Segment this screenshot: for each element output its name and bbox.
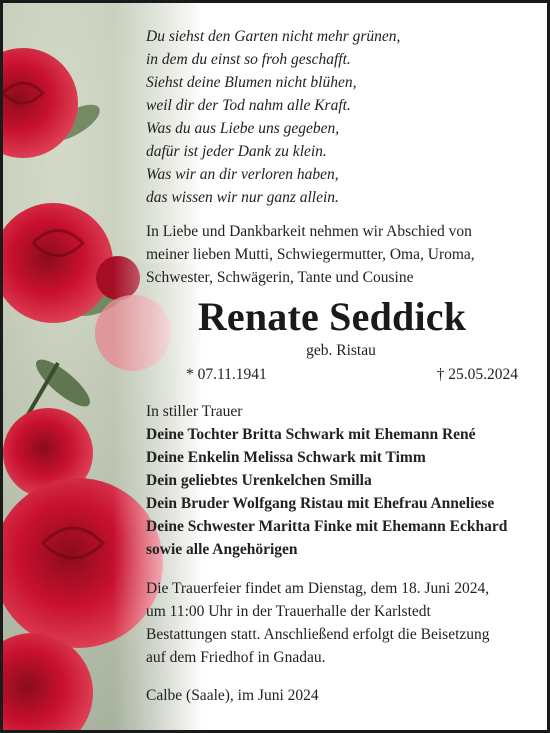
mourners-heading: In stiller Trauer xyxy=(146,403,243,420)
mourner-line: Deine Schwester Maritta Finke mit Ehemann Eckhard xyxy=(146,518,508,535)
poem-line: das wissen wir nur ganz allein. xyxy=(146,189,339,206)
poem-line: Was du aus Liebe uns gegeben, xyxy=(146,120,340,137)
funeral-service-info xyxy=(146,577,518,669)
mourner-line: Dein Bruder Wolfgang Ristau mit Ehefrau Anneliese xyxy=(146,495,495,512)
service-line: Bestattungen statt. Anschließend erfolgt die Beisetzung xyxy=(146,626,490,643)
life-dates xyxy=(146,363,518,386)
deceased-name: Renate Seddick xyxy=(197,294,467,339)
mourner-line: sowie alle Angehörigen xyxy=(146,541,298,558)
mourner-line: Deine Tochter Britta Schwark mit Ehemann René xyxy=(146,426,476,443)
place-and-date: Calbe (Saale), im Juni 2024 xyxy=(146,687,319,704)
poem-line: Siehst deine Blumen nicht blühen, xyxy=(146,74,357,91)
poem-line: weil dir der Tod nahm alle Kraft. xyxy=(146,97,351,114)
service-line: auf dem Friedhof in Gnadau. xyxy=(146,649,326,666)
intro-line: Schwester, Schwägerin, Tante und Cousine xyxy=(146,269,414,286)
intro-line: meiner lieben Mutti, Schwiegermutter, Oma, Uroma, xyxy=(146,246,475,263)
poem xyxy=(146,25,518,209)
service-line: um 11:00 Uhr in der Trauerhalle der Karlstedt xyxy=(146,603,431,620)
birth-date: * 07.11.1941 xyxy=(186,366,267,383)
service-line: Die Trauerfeier findet am Dienstag, dem 18. Juni 2024, xyxy=(146,580,490,597)
intro-text xyxy=(146,220,518,289)
mourners xyxy=(146,400,518,561)
mourner-line: Deine Enkelin Melissa Schwark mit Timm xyxy=(146,449,426,466)
poem-line: Was wir an dir verloren haben, xyxy=(146,166,339,183)
mourner-line: Dein geliebtes Urenkelchen Smilla xyxy=(146,472,372,489)
death-date: † 25.05.2024 xyxy=(436,366,518,383)
intro-line: In Liebe und Dankbarkeit nehmen wir Abschied von xyxy=(146,223,472,240)
maiden-name: geb. Ristau xyxy=(306,342,376,359)
poem-line: Du siehst den Garten nicht mehr grünen, xyxy=(146,28,401,45)
poem-line: dafür ist jeder Dank zu klein. xyxy=(146,143,327,160)
notice-text xyxy=(146,25,518,707)
poem-line: in dem du einst so froh geschafft. xyxy=(146,51,351,68)
